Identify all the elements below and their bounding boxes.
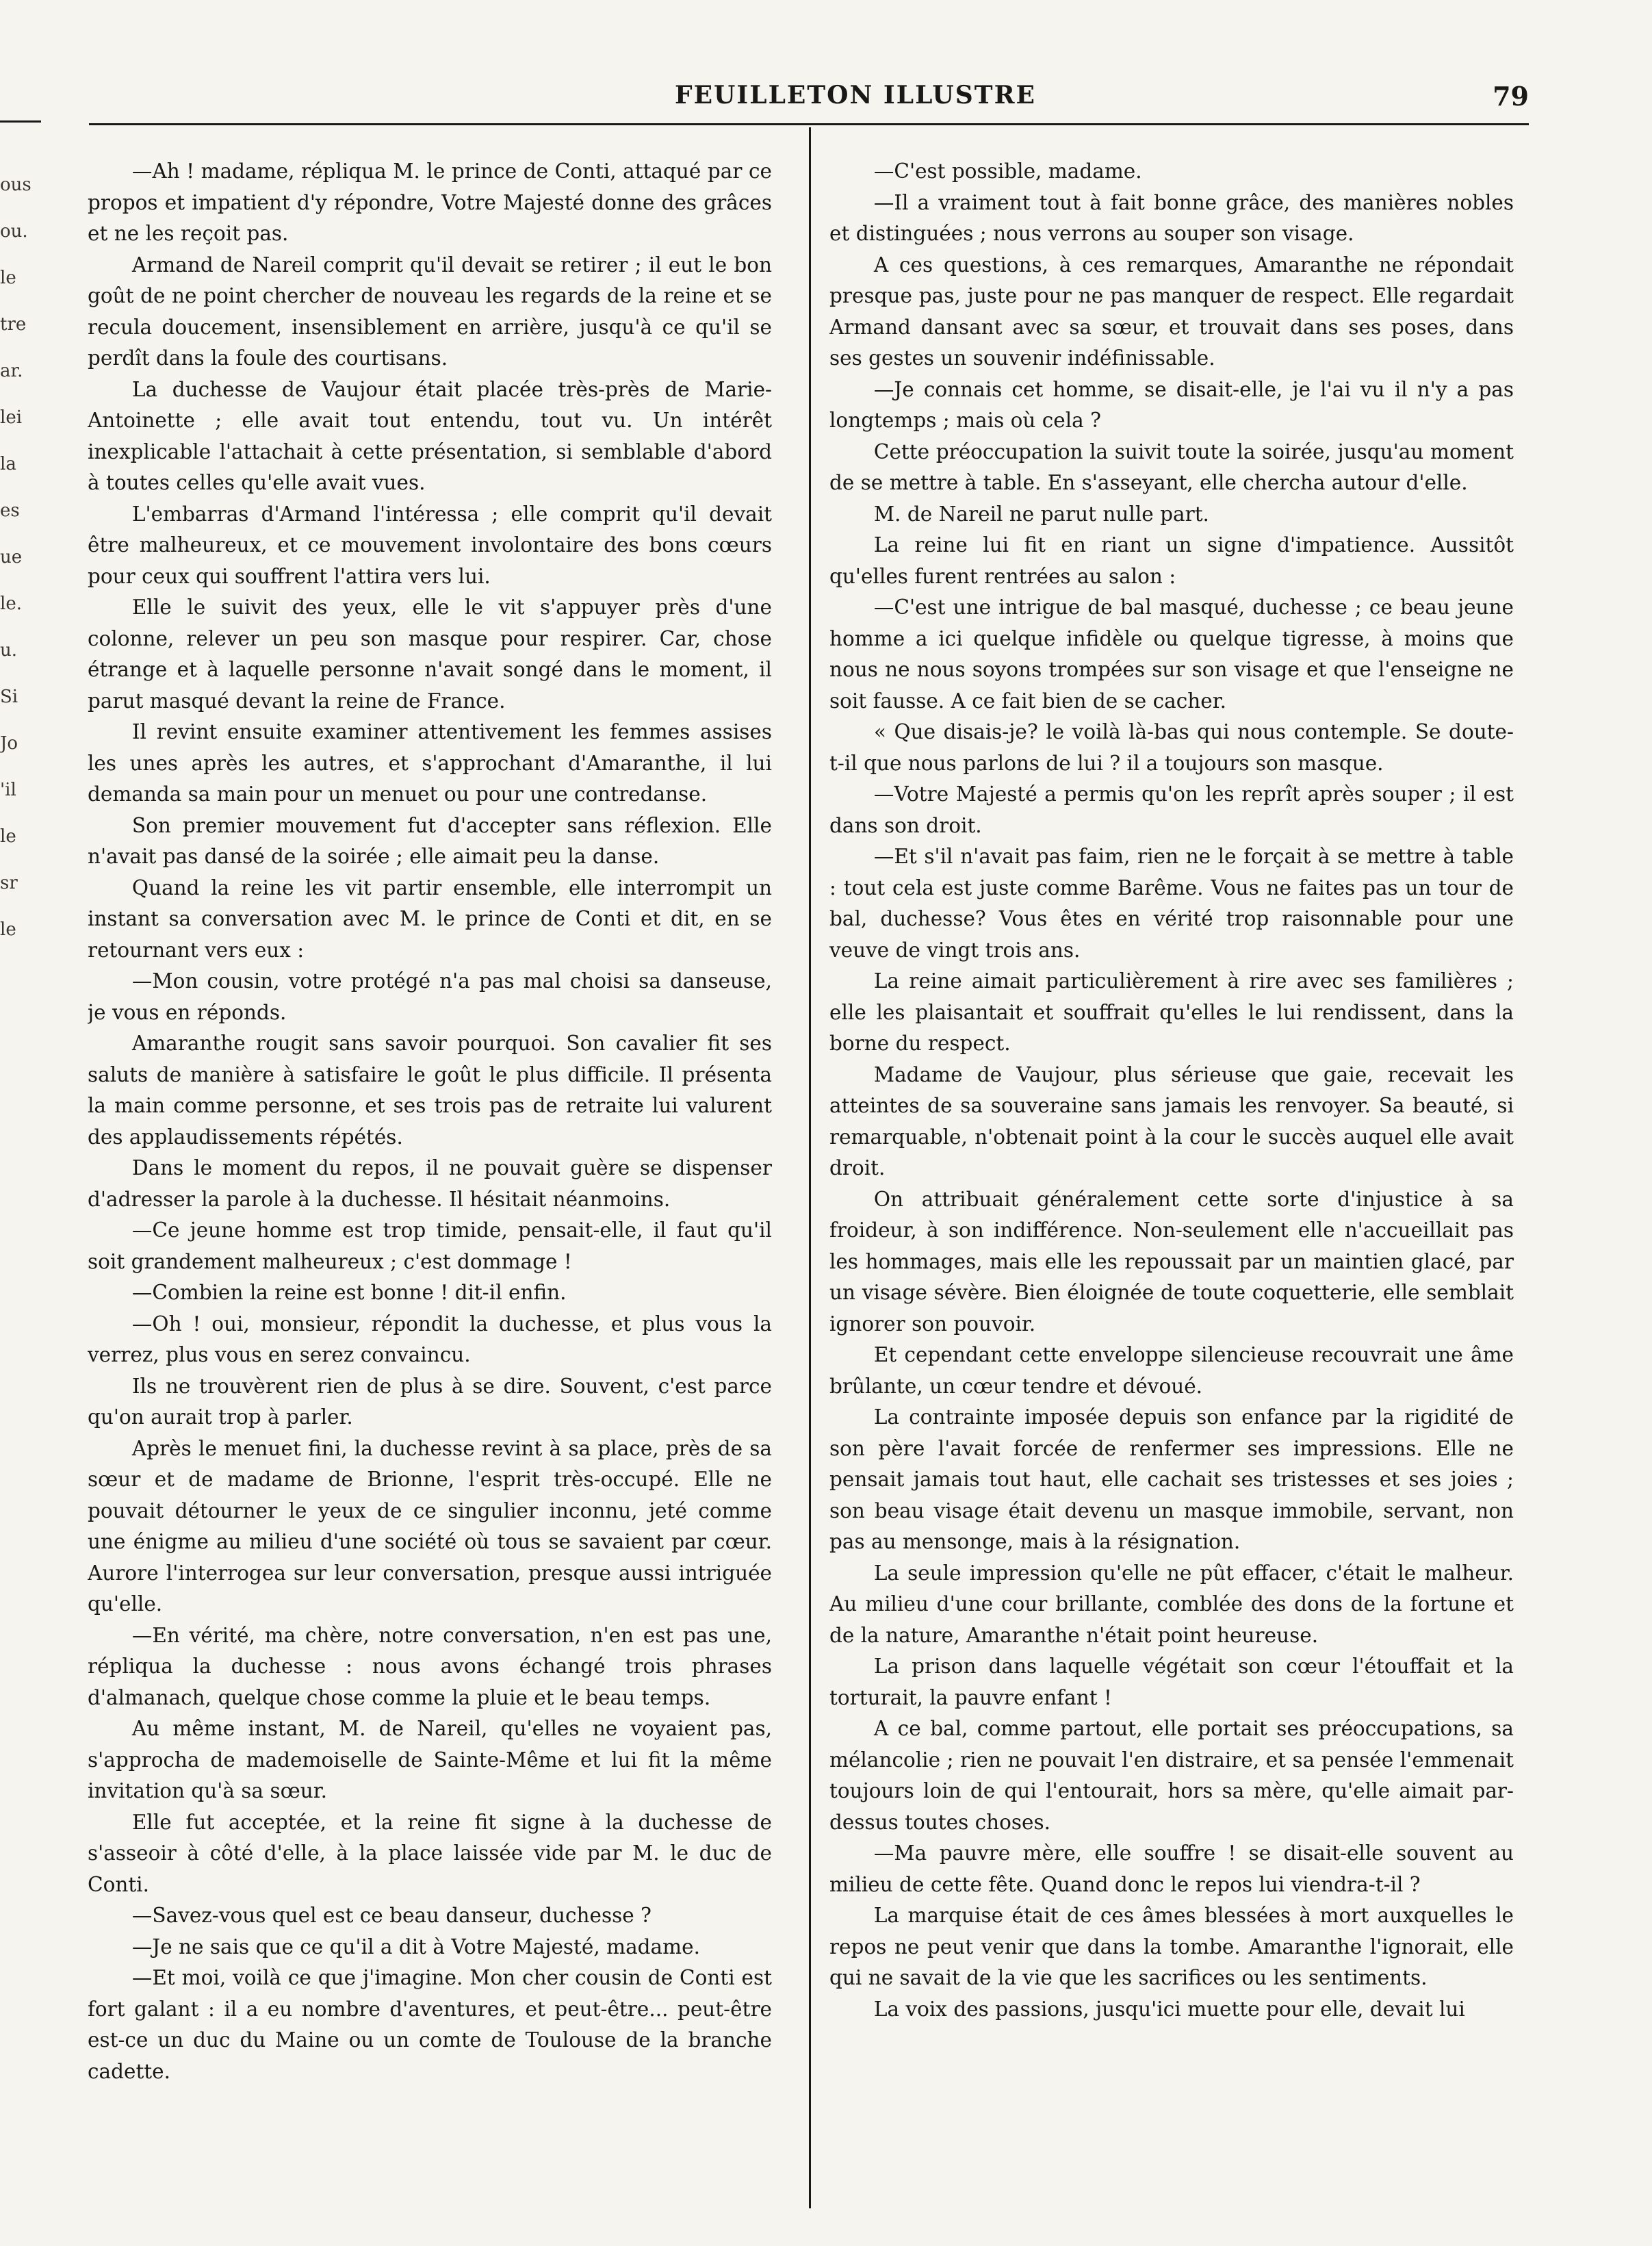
margin-fragment: u. xyxy=(0,640,18,661)
paragraph: —Combien la reine est bonne ! dit-il enfin. xyxy=(131,1281,567,1304)
paragraph: La voix des passions, jusqu'ici muette pour elle, devait lui xyxy=(873,1997,1465,2021)
paragraph: Quand la reine les vit partir ensemble, elle interrompit un instant sa conversation avec M. le prince de Conti et dit, en se retournant vers eux : xyxy=(88,876,772,962)
running-title: FEUILLETON ILLUSTRE xyxy=(675,81,1036,110)
margin-fragment: lei xyxy=(0,407,23,428)
paragraph: —C'est possible, madame. xyxy=(873,159,1142,183)
margin-fragment: le xyxy=(0,826,16,847)
margin-fragment: ous xyxy=(0,175,31,195)
paragraph: —Savez-vous quel est ce beau danseur, duchesse ? xyxy=(131,1904,651,1927)
paragraph: La reine aimait particulièrement à rire avec ses familières ; elle les plaisantait et souffrait qu'elles le lui rendissent, dans la borne du respect. xyxy=(829,969,1514,1055)
paragraph: Elle fut acceptée, et la reine fit signe à la duchesse de s'asseoir à côté d'elle, à la place laissée vide par M. le duc de Conti. xyxy=(88,1810,772,1896)
paragraph: Amaranthe rougit sans savoir pourquoi. Son cavalier fit ses saluts de manière à satisfaire le goût le plus difficile. Il présenta la main comme personne, et ses trois pas de retraite lui valurent des applaudissements répétés. xyxy=(88,1032,772,1149)
paragraph: La reine lui fit en riant un signe d'impatience. Aussitôt qu'elles furent rentrées au salon : xyxy=(829,533,1514,588)
paragraph: —Et moi, voilà ce que j'imagine. Mon cher cousin de Conti est fort galant : il a eu nombre d'aventures, et peut-être... peut-être est-ce un duc du Maine ou un comte de Toulouse de la branche cadette. xyxy=(88,1966,772,2083)
margin-rule xyxy=(0,120,41,123)
paragraph: —Mon cousin, votre protégé n'a pas mal choisi sa danseuse, je vous en réponds. xyxy=(88,969,772,1024)
paragraph: Et cependant cette enveloppe silencieuse recouvrait une âme brûlante, un cœur tendre et dévoué. xyxy=(829,1343,1514,1398)
margin-fragment: 'il xyxy=(0,780,16,800)
header-rule xyxy=(89,123,1529,125)
paragraph: A ces questions, à ces remarques, Amaranthe ne répondait presque pas, juste pour ne pas manquer de respect. Elle regardait Armand dansant avec sa sœur, et trouvait dans ses poses, dans ses gestes un souvenir indéfinissable. xyxy=(829,253,1514,370)
paragraph: —Ce jeune homme est trop timide, pensait-elle, il faut qu'il soit grandement malheureux ; c'est dommage ! xyxy=(88,1218,772,1273)
margin-fragment: le. xyxy=(0,594,22,614)
paragraph: A ce bal, comme partout, elle portait ses préoccupations, sa mélancolie ; rien ne pouvait l'en distraire, et sa pensée l'emmenait toujours loin de qui l'entourait, hors sa mère, qu'elle aimait par-dessus toutes choses. xyxy=(829,1717,1514,1834)
margin-fragment: tre xyxy=(0,314,27,335)
paragraph: —En vérité, ma chère, notre conversation, n'en est pas une, répliqua la duchesse : nous avons échangé trois phrases d'almanach, quelque chose comme la pluie et le beau temps. xyxy=(88,1623,772,1709)
margin-fragment: ue xyxy=(0,547,23,567)
paragraph: « Que disais-je? le voilà là-bas qui nous contemple. Se doute-t-il que nous parlons de lui ? il a toujours son masque. xyxy=(829,720,1514,775)
margin-fragment: Jo xyxy=(0,733,18,754)
margin-fragment: ou. xyxy=(0,221,28,242)
margin-fragment: sr xyxy=(0,873,18,893)
adjacent-page-fragments xyxy=(0,162,49,1599)
paragraph: M. de Nareil ne parut nulle part. xyxy=(873,502,1209,526)
margin-fragment: es xyxy=(0,500,20,521)
paragraph: Cette préoccupation la suivit toute la soirée, jusqu'au moment de se mettre à table. En s'asseyant, elle chercha autour d'elle. xyxy=(829,439,1514,494)
margin-fragment: le xyxy=(0,919,16,940)
paragraph: Son premier mouvement fut d'accepter sans réflexion. Elle n'avait pas dansé de la soirée ; elle aimait peu la danse. xyxy=(88,813,772,868)
paragraph: Au même instant, M. de Nareil, qu'elles ne voyaient pas, s'approcha de mademoiselle de Sainte-Même et lui fit la même invitation qu'à sa sœur. xyxy=(88,1717,772,1802)
margin-fragment: le xyxy=(0,268,16,288)
margin-fragment: Si xyxy=(0,687,18,707)
paragraph: La prison dans laquelle végétait son cœur l'étouffait et la torturait, la pauvre enfant ! xyxy=(829,1655,1514,1709)
paragraph: Il revint ensuite examiner attentivement les femmes assises les unes après les autres, et s'approchant d'Amaranthe, il lui demanda sa main pour un menuet ou pour une contredanse. xyxy=(88,720,772,806)
margin-fragment: ar. xyxy=(0,361,23,381)
paragraph: Ils ne trouvèrent rien de plus à se dire. Souvent, c'est parce qu'on aurait trop à parler. xyxy=(88,1374,772,1429)
page-number: 79 xyxy=(1493,81,1529,112)
paragraph: Après le menuet fini, la duchesse revint à sa place, près de sa sœur et de madame de Brionne, l'esprit très-occupé. Elle ne pouvait détourner le yeux de ce singulier inconnu, jeté comme une énigme au milieu d'une société où tous se savaient par cœur. Aurore l'interrogea sur leur conversation, presque aussi intriguée qu'elle. xyxy=(88,1436,772,1616)
paragraph: On attribuait généralement cette sorte d'injustice à sa froideur, à son indifférence. Non-seulement elle n'accueillait pas les hommages, mais elle les repoussait par un maintien glacé, par un visage sévère. Bien éloignée de toute coquetterie, elle semblait ignorer son pouvoir. xyxy=(829,1187,1514,1336)
paragraph: La contrainte imposée depuis son enfance par la rigidité de son père l'avait forcée de renfermer ses impressions. Elle ne pensait jamais tout haut, elle cachait ses tristesses et ses joies ; son beau visage était devenu un masque immobile, servant, non pas au mensonge, mais à la résignation. xyxy=(829,1405,1514,1553)
paragraph: —Ma pauvre mère, elle souffre ! se disait-elle souvent au milieu de cette fête. Quand donc le repos lui viendra-t-il ? xyxy=(829,1841,1514,1896)
paragraph: La seule impression qu'elle ne pût effacer, c'était le malheur. Au milieu d'une cour brillante, comblée des dons de la fortune et de la nature, Amaranthe n'était point heureuse. xyxy=(829,1561,1514,1647)
column-divider xyxy=(809,127,811,2208)
paragraph: La duchesse de Vaujour était placée très-près de Marie-Antoinette ; elle avait tout entendu, tout vu. Un intérêt inexplicable l'attachait à cette présentation, si semblable d'abord à toutes celles qu'elle avait vues. xyxy=(88,377,772,494)
paragraph: Madame de Vaujour, plus sérieuse que gaie, recevait les atteintes de sa souveraine sans jamais les renvoyer. Sa beauté, si remarquable, n'obtenait point à la cour le succès auquel elle avait droit. xyxy=(829,1062,1514,1179)
paragraph: —C'est une intrigue de bal masqué, duchesse ; ce beau jeune homme a ici quelque infidèle ou quelque tigresse, à moins que nous ne nous soyons trompées sur son visage et que l'enseigne ne soit fausse. A ce fait bien de se cacher. xyxy=(829,596,1514,713)
left-column xyxy=(88,156,772,2196)
paragraph: Armand de Nareil comprit qu'il devait se retirer ; il eut le bon goût de ne point chercher de nouveau les regards de la reine et se recula doucement, insensiblement en arrière, jusqu'à ce qu'il se perdît dans la foule des courtisans. xyxy=(88,253,772,370)
paragraph: —Ah ! madame, répliqua M. le prince de Conti, attaqué par ce propos et impatient d'y répondre, Votre Majesté donne des grâces et ne les reçoit pas. xyxy=(88,159,772,245)
paragraph: La marquise était de ces âmes blessées à mort auxquelles le repos ne peut venir que dans la tombe. Amaranthe l'ignorait, elle qui ne savait de la vie que les sacrifices ou les sentiments. xyxy=(829,1904,1514,1989)
paragraph: —Je ne sais que ce qu'il a dit à Votre Majesté, madame. xyxy=(131,1935,700,1958)
paragraph: —Et s'il n'avait pas faim, rien ne le forçait à se mettre à table : tout cela est juste comme Barême. Vous ne faites pas un tour de bal, duchesse? Vous êtes en vérité trop raisonnable pour une veuve de vingt trois ans. xyxy=(829,845,1514,962)
paragraph: Dans le moment du repos, il ne pouvait guère se dispenser d'adresser la parole à la duchesse. Il hésitait néanmoins. xyxy=(88,1156,772,1211)
paragraph: —Je connais cet homme, se disait-elle, je l'ai vu il n'y a pas longtemps ; mais où cela ? xyxy=(829,377,1514,432)
paragraph: —Oh ! oui, monsieur, répondit la duchesse, et plus vous la verrez, plus vous en serez convaincu. xyxy=(88,1312,772,1366)
paragraph: Elle le suivit des yeux, elle le vit s'appuyer près d'une colonne, relever un peu son masque pour respirer. Car, chose étrange et à laquelle personne n'avait songé dans le moment, il parut masqué devant la reine de France. xyxy=(88,596,772,713)
paragraph: L'embarras d'Armand l'intéressa ; elle comprit qu'il devait être malheureux, et ce mouvement involontaire des bons cœurs pour ceux qui souffrent l'attira vers lui. xyxy=(88,502,772,588)
page-header xyxy=(89,81,1529,129)
paragraph: —Il a vraiment tout à fait bonne grâce, des manières nobles et distinguées ; nous verrons au souper son visage. xyxy=(829,190,1514,245)
margin-fragment: la xyxy=(0,454,16,474)
paragraph: —Votre Majesté a permis qu'on les reprît après souper ; il est dans son droit. xyxy=(829,782,1514,837)
right-column xyxy=(829,156,1514,2196)
